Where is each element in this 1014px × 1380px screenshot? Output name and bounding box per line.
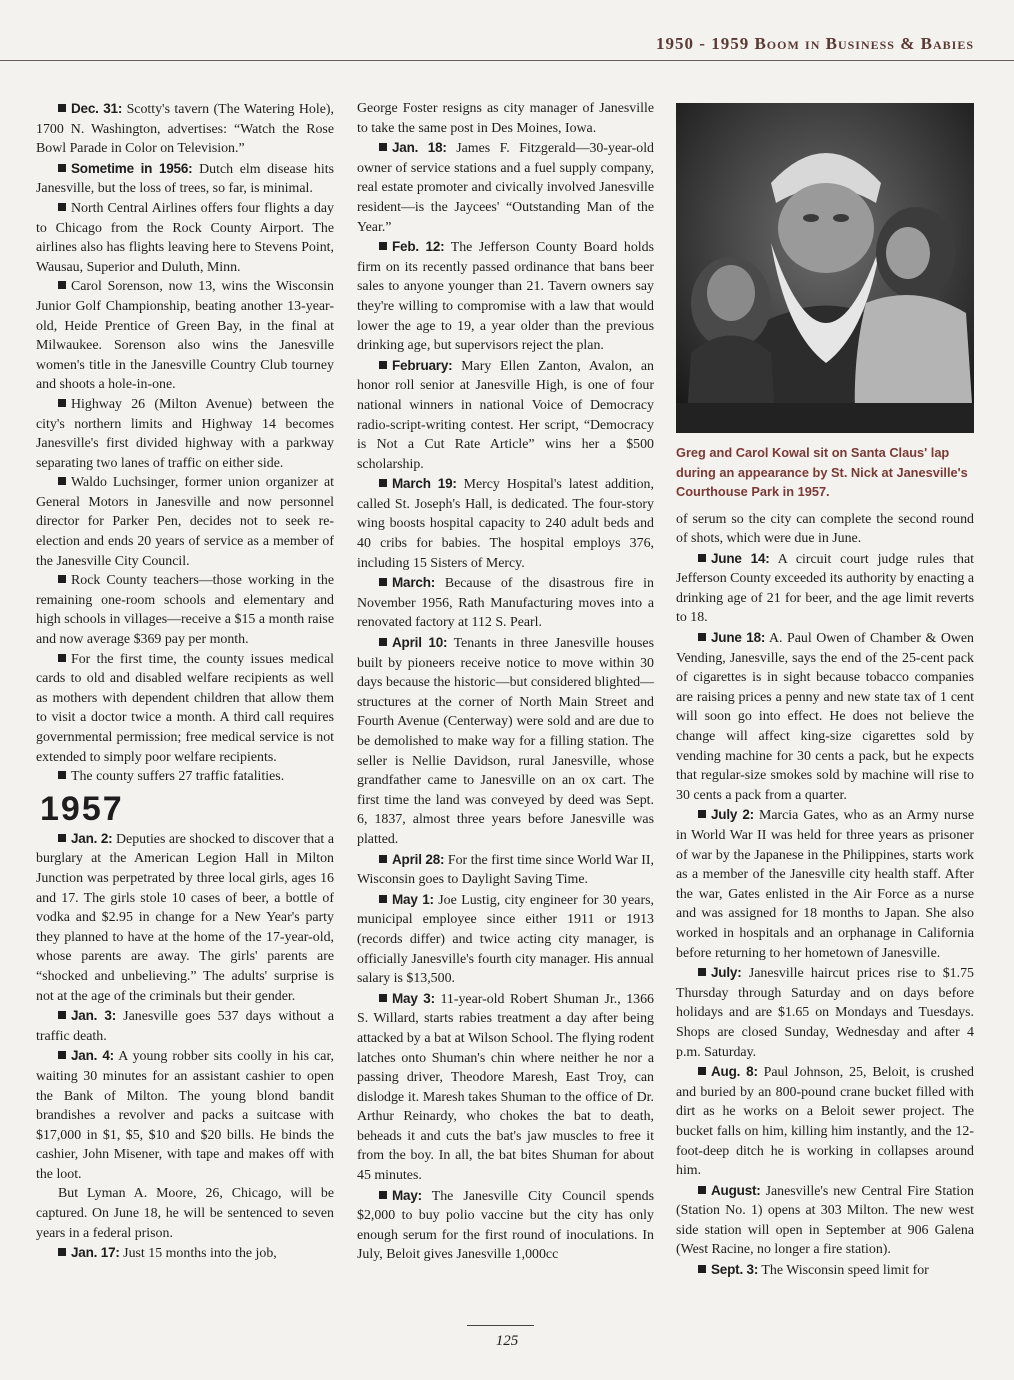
bullet-square-icon	[58, 1011, 66, 1019]
bullet-square-icon	[58, 399, 66, 407]
entry-text: of serum so the city can complete the second round of shots, which were due in June.	[676, 511, 974, 547]
entry-date: August:	[711, 1182, 761, 1198]
bullet-square-icon	[58, 654, 66, 662]
entry-text: Scotty's tavern (The Watering Hole), 1700 N. Washington, advertises: “Watch the Rose Bowl Parade in Color on Television.”	[36, 102, 334, 157]
entry-date: Sometime in 1956:	[71, 160, 193, 176]
bullet-square-icon	[379, 895, 387, 903]
entry-date: Aug. 8:	[711, 1064, 758, 1080]
column-3	[676, 99, 974, 1281]
entry	[36, 1006, 334, 1046]
entry-date: March:	[392, 575, 436, 591]
entry	[357, 356, 654, 475]
entry	[36, 99, 334, 159]
entry	[357, 474, 654, 573]
entry-text: For the first time, the county issues medical cards to old and disabled welfare recipients as well as mothers with dependent children that allow them to visit a doctor twice a month. A third call requires governmental permission; free medical service is not extended to simply poor welfare recipients.	[36, 651, 334, 765]
entry	[357, 989, 654, 1186]
entry-text: Just 15 months into the job,	[123, 1246, 277, 1262]
entry-text: North Central Airlines offers four flights a day to Chicago from the Rock County Airport. The airlines also has flights leaving here to Stevens Point, Wausau, Superior and Duluth, Minn.	[36, 200, 334, 275]
bullet-square-icon	[379, 479, 387, 487]
entry-text: A circuit court judge rules that Jefferson County exceeded its authority by enacting a drinking age of 21 for beer, and the age limit reverts to 18.	[676, 551, 975, 626]
entry	[676, 1181, 974, 1260]
bullet-square-icon	[379, 242, 387, 250]
entry	[676, 549, 974, 628]
entry-text: The county suffers 27 traffic fatalities.	[71, 769, 285, 785]
entry-date: Dec. 31:	[71, 101, 123, 116]
entry-text: But Lyman A. Moore, 26, Chicago, will be captured. On June 18, he will be sentenced to seven years in a federal prison.	[36, 1186, 334, 1241]
entry-date: June 18:	[711, 630, 766, 646]
bullet-square-icon	[58, 104, 66, 112]
entry-text: Mary Ellen Zanton, Avalon, an honor roll senior at Janesville High, is one of four national winners in national Voice of Democracy radio-script-writing contest. Her script, “Democracy is Not a Cut Rate Article” wins her a $500 scholarship.	[357, 358, 654, 472]
entry-date: May:	[392, 1187, 422, 1203]
entry-date: May 3:	[392, 990, 435, 1006]
bullet-square-icon	[379, 143, 387, 151]
entry-text: Janesville haircut prices rise to $1.75 Thursday through Saturday and on days before holidays and are $1.65 on Mondays and Tuesdays. Shops are closed Sunday, Wednesday and after 4 p.m. Saturday.	[676, 966, 974, 1060]
entry	[357, 1186, 654, 1265]
column-2	[357, 99, 654, 1265]
entry-text: George Foster resigns as city manager of Janesville to take the same post in Des Moines, Iowa.	[357, 101, 654, 136]
entry-date: Jan. 4:	[71, 1048, 114, 1064]
bullet-square-icon	[58, 203, 66, 211]
bullet-square-icon	[698, 1186, 706, 1194]
entry-date: Jan. 2:	[71, 830, 113, 846]
entry	[36, 395, 334, 473]
entry	[357, 573, 654, 633]
entry-text: Marcia Gates, who as an Army nurse in World War II was held for three years as prisoner of war by the Japanese in the Philippines, starts work as a member of the Janesville city health staff. After the war, Gates enlisted in the Air Force as a nurse and was assigned for 18 months to Japan. She also worked in hospitals and an orphanage in California before returning to her hometown of Janesville.	[676, 808, 974, 961]
entry-date: February:	[392, 357, 453, 373]
entry-text: Dutch elm disease hits Janesville, but the loss of trees, so far, is minimal.	[36, 161, 334, 197]
entry	[36, 829, 334, 1006]
entry	[357, 237, 654, 356]
bullet-square-icon	[698, 554, 706, 562]
bullet-square-icon	[58, 1051, 66, 1059]
entry	[357, 890, 654, 989]
bullet-square-icon	[698, 810, 706, 818]
entry-date: April 10:	[392, 635, 448, 651]
entry	[357, 99, 654, 138]
entry	[36, 277, 334, 395]
bullet-square-icon	[379, 1191, 387, 1199]
entry-text: The Janesville City Council spends $2,000 to buy polio vaccine but the city has only enough serum for the first round of inoculations. In July, Beloit gives Janesville 1,000cc	[357, 1188, 654, 1263]
entry	[36, 650, 334, 768]
bullet-square-icon	[58, 575, 66, 583]
entry	[676, 805, 974, 963]
bullet-square-icon	[698, 1265, 706, 1273]
column-1-entries-1957	[36, 829, 334, 1264]
santa-photo-image	[676, 103, 974, 433]
entry-date: Jan. 3:	[71, 1008, 117, 1024]
entry	[676, 510, 974, 549]
column-1-entries	[36, 99, 334, 787]
entry-text: Because of the disastrous fire in November 1956, Rath Manufacturing moves into a renovated factory at 112 S. Pearl.	[357, 576, 654, 631]
bullet-square-icon	[379, 578, 387, 586]
entry-text: 11-year-old Robert Shuman Jr., 1366 S. Willard, starts rabies treatment a day after being attacked by a bat at Wilson School. The flying rodent latches onto Shuman's chin where neither he nor a passing driver, Theodore Maresh, East Troy, can dislodge it. Maresh takes Shuman to the office of Dr. Arthur Reinardy, who chokes the bat to death, beheads it and cuts the bat's jaw muscles to free it from the boy. In all, the bat bites Shuman for about 45 minutes.	[357, 991, 654, 1184]
entry-date: March 19:	[392, 476, 457, 492]
entry-text: Janesville's new Central Fire Station (Station No. 1) opens at 303 Milton. The new west side station will open in September at 906 Galena (West Racine, no longer a fire station).	[676, 1183, 974, 1258]
entry-date: July 2:	[711, 807, 754, 823]
bullet-square-icon	[58, 771, 66, 779]
bullet-square-icon	[698, 1067, 706, 1075]
entry-date: Jan. 17:	[71, 1245, 120, 1261]
entry	[357, 138, 654, 237]
year-heading: 1957	[40, 789, 124, 828]
page-number: 125	[495, 1333, 519, 1349]
entry-text: Paul Johnson, 25, Beloit, is crushed and buried by an 800-pound crane bucket filled with dirt as he works on a Beloit sewer project. The bucket falls on him, killing him instantly, and the 12-foot-deep ditch he is working in collapses around him.	[676, 1065, 974, 1179]
entry	[36, 1184, 334, 1243]
entry-text: A young robber sits coolly in his car, waiting 30 minutes for an assistant cashier to open the Bank of Milton. The young blond bandit brandishes a revolver and packs a suitcase with $17,000 in $1, $5, $10 and $20 bills. He binds the cashier, John Misener, with tape and makes off with the loot.	[36, 1049, 334, 1182]
entry	[357, 850, 654, 890]
entry-date: April 28:	[392, 851, 445, 867]
entry	[676, 628, 974, 805]
entry-date: July:	[711, 965, 742, 981]
entry-date: May 1:	[392, 891, 434, 907]
bullet-square-icon	[698, 968, 706, 976]
column-3-entries	[676, 510, 974, 1281]
entry	[676, 963, 974, 1062]
entry-text: Deputies are shocked to discover that a burglary at the American Legion Hall in Milton Junction was perpetrated by three local girls, ages 16 and 17. The girls stole 10 cases of beer, a bottle of vodka and $2.95 in change for a New Year's party they planned to have at the home of the 17-year-old, whose parents are away. The girls' parents are “shocked and unbelieving.” The adults' surprise is not at the age of the criminals but their gender.	[36, 831, 334, 1004]
bullet-square-icon	[58, 281, 66, 289]
entry	[36, 159, 334, 199]
column-2-entries	[357, 99, 654, 1265]
entry-text: A. Paul Owen of Chamber & Owen Vending, Janesville, says the end of the 25-cent pack of cigarettes is in sight because tobacco companies are raising prices a penny and new state tax of 1 cent will soon go into effect. He does not believe the change will affect king-size cigarettes sold by vending machine for 30 cents a pack, but he expects that regular-size smokes sold by machine will rise to 30 cents a pack from a quarter.	[676, 631, 974, 803]
entry-text: James F. Fitzgerald—30-year-old owner of service stations and a fuel supply company, real estate promoter and civically involved Janesville resident—is the Jaycees' “Outstanding Man of the Year.”	[357, 141, 654, 235]
column-1	[36, 99, 334, 1264]
entry-text: Highway 26 (Milton Avenue) between the city's northern limits and Highway 14 becomes Janesville's first divided highway with a parkway separating two lanes of traffic on either side.	[36, 396, 334, 471]
entry-text: Janesville goes 537 days without a traffic death.	[36, 1009, 334, 1044]
entry-text: For the first time since World War II, Wisconsin goes to Daylight Saving Time.	[357, 852, 654, 888]
bullet-square-icon	[698, 633, 706, 641]
bullet-square-icon	[58, 477, 66, 485]
bullet-square-icon	[379, 361, 387, 369]
entry	[357, 633, 654, 850]
entry-text: The Jefferson County Board holds firm on its recently passed ordinance that bans beer sales to anyone younger than 21. Tavern owners say they're willing to compromise with a law that would lower the age to 19, a year older than the previous drinking age, but supervisors reject the plan.	[357, 240, 654, 354]
entry-date: June 14:	[711, 550, 770, 566]
entry-text: Rock County teachers—those working in the remaining one-room schools and elementary and high schools in villages—receive a $15 a month raise and now average $369 pay per month.	[36, 573, 334, 648]
entry-date: Sept. 3:	[711, 1262, 759, 1278]
running-header	[0, 0, 1014, 62]
bullet-square-icon	[379, 855, 387, 863]
entry	[676, 1260, 974, 1281]
entry-text: Carol Sorenson, now 13, wins the Wisconsin Junior Golf Championship, beating another 13-year-old, Heide Prentice of Green Bay, in the final at Milwaukee. Sorenson also wins the Janesville women's title in the Janesville Country Club tourney and shoots a hole-in-one.	[36, 279, 334, 393]
entry-text: The Wisconsin speed limit for	[761, 1263, 929, 1279]
entry-date: Feb. 12:	[392, 239, 445, 255]
entry-text: Mercy Hospital's latest addition, called St. Joseph's Hall, is dedicated. The four-story wing boosts hospital capacity to 240 adult beds and 40 cribs for babies. The hospital employs 376, including 15 Sisters of Mercy.	[357, 477, 654, 571]
entry	[676, 1062, 974, 1181]
photo-caption: Greg and Carol Kowal sit on Santa Claus' lap during an appearance by St. Nick at Janesville's Courthouse Park in 1957.	[676, 445, 968, 499]
entry	[36, 199, 334, 277]
entry-text: Waldo Luchsinger, former union organizer at General Motors in Janesville and now personnel director for Parker Pen, decides not to seek re-election and ends 20 years of service as a member of the Janesville City Council.	[36, 475, 334, 569]
entry	[36, 473, 334, 571]
entry	[36, 571, 334, 649]
bullet-square-icon	[58, 164, 66, 172]
santa-photo	[676, 103, 974, 433]
entry	[36, 1046, 334, 1184]
entry	[36, 1243, 334, 1264]
entry-text: Tenants in three Janesville houses built by pioneers receive notice to move within 30 days because the historic—but considered blighted—structures at the corner of North Main Street and Fourth Avenue (Centerway) were sold and are due to be demolished to make way for a filling station. The seller is Nellie Davidson, rural Janesville, whose grandfather came to Janesville on an ox cart. The first time the land was conveyed by deed was Sept. 6, 1837, almost three years before Janesville was platted.	[357, 636, 654, 847]
entry-date: Jan. 18:	[392, 140, 447, 156]
bullet-square-icon	[379, 638, 387, 646]
bullet-square-icon	[379, 994, 387, 1002]
bullet-square-icon	[58, 1248, 66, 1256]
entry-text: Joe Lustig, city engineer for 30 years, municipal employee since either 1911 or 1913 (records differ) and twice acting city manager, is officially Janesville's fourth city manager. His annual salary is $13,500.	[357, 892, 654, 987]
bullet-square-icon	[58, 834, 66, 842]
header-title: 1950 - 1959 Boom in Business & Babies	[656, 34, 974, 53]
header-rule	[0, 60, 1014, 61]
entry	[36, 767, 334, 787]
footer-rule	[467, 1325, 534, 1326]
